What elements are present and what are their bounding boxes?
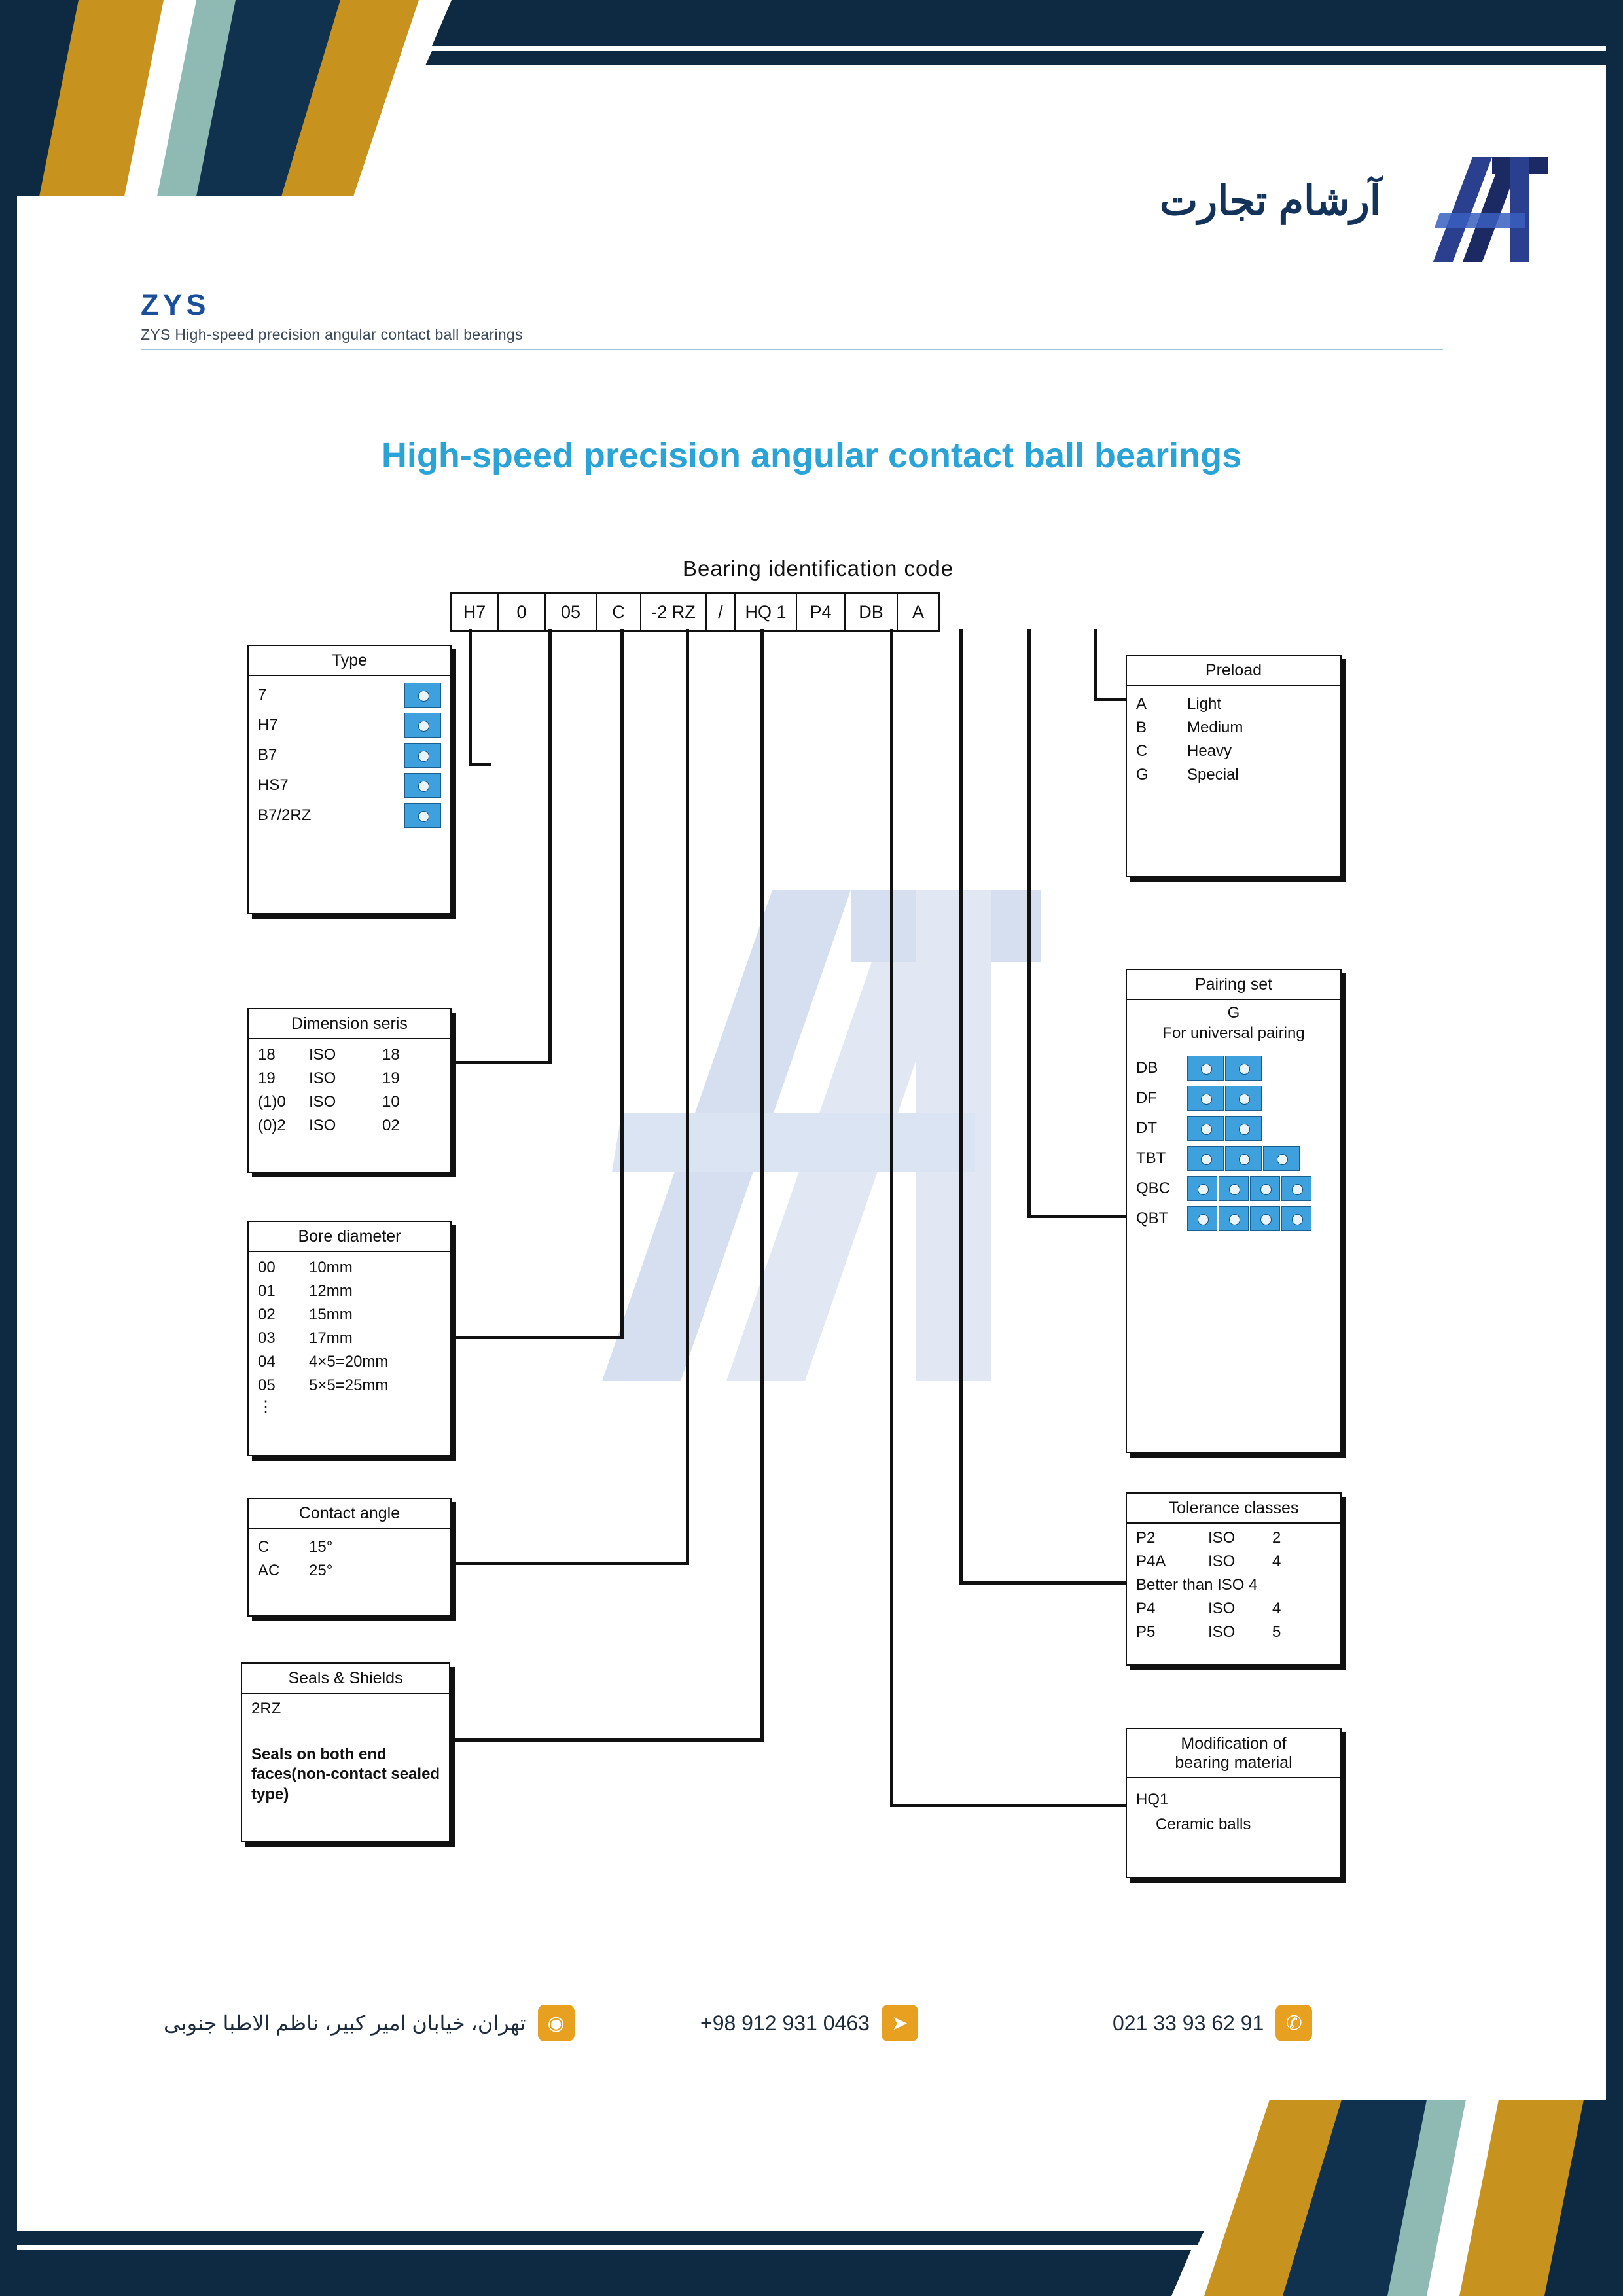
ds-code: 19: [258, 1069, 276, 1087]
angle-val: 15°: [309, 1538, 333, 1556]
connector-pairing-h: [1027, 1215, 1126, 1218]
footer-contact-bar: [0, 1986, 1623, 2065]
bearing-thumb-icon: [404, 713, 441, 738]
angle-code: AC: [258, 1562, 280, 1579]
ds-val: 10: [382, 1093, 400, 1111]
diagram-title: Bearing identification code: [682, 556, 954, 581]
angle-code: C: [258, 1538, 270, 1556]
material-box-title-line2: bearing material: [1127, 1753, 1340, 1778]
type-code: B7: [258, 746, 277, 764]
tol-code: P5: [1136, 1623, 1156, 1641]
connector-tolerance-h: [959, 1581, 1126, 1585]
bore-code: 00: [258, 1259, 276, 1276]
zys-brand-block: [141, 288, 1450, 350]
bore-val: 4×5=20mm: [309, 1353, 389, 1371]
preload-val: Light: [1187, 695, 1222, 713]
connector-angle-v: [686, 629, 689, 1565]
material-val: Ceramic balls: [1156, 1815, 1251, 1833]
pairing-note-code: G: [1227, 1004, 1240, 1022]
page-title: High-speed precision angular contact ball bearings: [381, 436, 1242, 475]
connector-preload-h: [1094, 698, 1126, 701]
ds-val: 19: [382, 1069, 400, 1087]
bore-code: 02: [258, 1306, 276, 1323]
bore-val: 17mm: [309, 1329, 353, 1347]
bore-code: 03: [258, 1329, 276, 1347]
footer-phone-item: [1113, 2005, 1312, 2041]
phone-icon: ✆: [1275, 2005, 1312, 2041]
bore-val: 5×5=25mm: [309, 1376, 389, 1394]
connector-tolerance-v: [959, 629, 963, 1585]
pairing-code: QBT: [1136, 1210, 1169, 1228]
contact-angle-box-title: Contact angle: [249, 1499, 450, 1529]
type-row: [249, 740, 450, 770]
pairing-row: [1127, 1174, 1340, 1204]
bore-code: 05: [258, 1376, 276, 1394]
connector-dimension-v: [548, 629, 552, 1064]
bore-continuation: ⋮: [258, 1398, 274, 1416]
tol-std: ISO: [1208, 1600, 1236, 1617]
code-cell-bore-diameter: 05: [546, 594, 597, 630]
ds-std: ISO: [309, 1069, 336, 1087]
bore-row: [249, 1252, 450, 1280]
footer-address-item: [164, 2005, 575, 2041]
location-pin-icon: ◉: [538, 2005, 575, 2041]
angle-row: [249, 1559, 450, 1583]
connector-seals-h: [453, 1738, 764, 1742]
dimension-series-box: [247, 1008, 452, 1173]
preload-row: [1127, 686, 1340, 716]
connector-pairing-v: [1027, 629, 1031, 1218]
type-box: [247, 645, 452, 914]
bore-row: [249, 1327, 450, 1350]
tolerance-box-title: Tolerance classes: [1127, 1494, 1340, 1524]
tol-code: P2: [1136, 1529, 1156, 1547]
code-cell-preload: A: [912, 602, 924, 622]
bore-code: 01: [258, 1282, 276, 1300]
preload-box: [1126, 655, 1342, 877]
connector-type-v: [469, 629, 472, 766]
code-cell-contact-angle: C: [597, 594, 641, 630]
bore-row: [249, 1280, 450, 1303]
tol-val: 4: [1272, 1552, 1281, 1570]
material-box-title-line1: Modification of: [1181, 1734, 1287, 1753]
pairing-row: [1127, 1083, 1340, 1113]
pairing-thumb-icon: [1187, 1086, 1262, 1111]
tol-std: ISO: [1208, 1623, 1236, 1641]
type-code: H7: [258, 716, 278, 734]
pairing-code: DB: [1136, 1059, 1158, 1077]
pairing-set-box: [1126, 969, 1342, 1453]
seals-box-title: Seals & Shields: [242, 1664, 449, 1694]
code-cell-type: H7: [452, 594, 499, 630]
type-row: [249, 676, 450, 710]
pairing-code: TBT: [1136, 1149, 1166, 1168]
tol-val: 4: [1272, 1600, 1281, 1617]
ds-val: 02: [382, 1117, 400, 1134]
type-row: [249, 710, 450, 740]
preload-code: G: [1136, 766, 1149, 783]
connector-seals-v: [760, 629, 764, 1742]
bore-val: 10mm: [309, 1259, 353, 1276]
dimension-series-row: [249, 1067, 450, 1090]
identification-code-strip: [450, 592, 940, 632]
pairing-note-text: For universal pairing: [1162, 1024, 1305, 1042]
pairing-box-title: Pairing set: [1127, 970, 1340, 1000]
pairing-thumb-icon: [1187, 1146, 1300, 1171]
pairing-code: QBC: [1136, 1179, 1171, 1198]
pairing-code: DF: [1136, 1089, 1157, 1107]
bearing-thumb-icon: [404, 773, 441, 798]
ds-code: (1)0: [258, 1093, 286, 1111]
company-name: آرشام تجارت: [1159, 179, 1381, 224]
pairing-row: [1127, 1047, 1340, 1083]
pairing-thumb-icon: [1187, 1116, 1262, 1141]
connector-bore-v: [620, 629, 624, 1339]
pairing-row: [1127, 1113, 1340, 1143]
type-box-title: Type: [249, 646, 450, 676]
preload-row: [1127, 716, 1340, 740]
material-code: HQ1: [1136, 1791, 1169, 1808]
type-code: B7/2RZ: [258, 806, 312, 824]
code-cell-slash: /: [707, 594, 736, 630]
type-row: [249, 800, 450, 831]
code-cell-tolerance: P4: [797, 594, 846, 630]
bore-row: [249, 1350, 450, 1374]
dimension-series-box-title: Dimension seris: [249, 1009, 450, 1039]
seals-code: 2RZ: [251, 1700, 281, 1717]
tol-val: 2: [1272, 1529, 1281, 1547]
footer-decorative-banner: [0, 2100, 1623, 2296]
tol-code: Better than ISO 4: [1136, 1576, 1258, 1594]
tolerance-classes-box: [1126, 1492, 1342, 1666]
type-row: [249, 770, 450, 800]
tolerance-row: [1127, 1550, 1340, 1573]
tolerance-row: [1127, 1524, 1340, 1550]
material-modification-box: [1126, 1728, 1342, 1878]
connector-material-v: [890, 629, 893, 1807]
seals-shields-box: [241, 1662, 450, 1842]
dimension-series-row: [249, 1114, 450, 1138]
code-cell-material: HQ 1: [736, 594, 797, 630]
ds-val: 18: [382, 1046, 400, 1064]
ds-std: ISO: [309, 1093, 336, 1111]
pairing-row: [1127, 1143, 1340, 1174]
ds-code: 18: [258, 1046, 276, 1064]
connector-angle-h: [453, 1562, 689, 1565]
bore-row: [249, 1374, 450, 1397]
bore-code: 04: [258, 1353, 276, 1371]
connector-preload-v: [1094, 629, 1097, 701]
ds-std: ISO: [309, 1046, 336, 1064]
footer-address-text: تهران، خیابان امیر کبیر، ناظم الاطبا جنوبی: [164, 2011, 526, 2035]
angle-row: [249, 1529, 450, 1559]
angle-val: 25°: [309, 1562, 333, 1579]
pairing-code: DT: [1136, 1119, 1157, 1138]
preload-row: [1127, 740, 1340, 763]
tol-std: ISO: [1208, 1529, 1236, 1547]
preload-val: Heavy: [1187, 742, 1232, 760]
tol-code: P4A: [1136, 1552, 1166, 1570]
tolerance-row: [1127, 1621, 1340, 1644]
bore-diameter-box-title: Bore diameter: [249, 1222, 450, 1252]
bore-row: [249, 1303, 450, 1327]
footer-mobile-item: [700, 2005, 918, 2041]
dimension-series-row: [249, 1090, 450, 1114]
connector-material-h: [890, 1804, 1126, 1807]
code-cell-pairing: DB: [846, 594, 898, 630]
preload-code: C: [1136, 742, 1148, 760]
pairing-thumb-icon: [1187, 1206, 1311, 1231]
dimension-series-row: [249, 1039, 450, 1067]
contact-angle-box: [247, 1498, 452, 1617]
pairing-thumb-icon: [1187, 1056, 1262, 1081]
footer-phone-text: 021 33 93 62 91: [1113, 2011, 1264, 2035]
code-cell-seals: -2 RZ: [641, 594, 707, 630]
bearing-thumb-icon: [404, 803, 441, 828]
tol-code: P4: [1136, 1600, 1156, 1617]
pairing-thumb-icon: [1187, 1176, 1311, 1201]
tolerance-row: [1127, 1597, 1340, 1621]
preload-row: [1127, 763, 1340, 787]
connector-type-h: [469, 763, 491, 766]
tol-std: ISO: [1208, 1552, 1236, 1570]
preload-box-title: Preload: [1127, 656, 1340, 686]
company-logo-icon: [1427, 151, 1551, 268]
cursor-icon: ➤: [882, 2005, 918, 2041]
zys-logo: ZYS: [141, 288, 210, 321]
bore-val: 12mm: [309, 1282, 353, 1300]
preload-val: Medium: [1187, 719, 1243, 736]
bearing-thumb-icon: [404, 743, 441, 768]
type-code: 7: [258, 686, 267, 704]
seals-description: Seals on both end faces(non-contact sealed type): [251, 1745, 440, 1804]
connector-dimension-h: [453, 1061, 552, 1064]
preload-code: B: [1136, 719, 1147, 736]
type-code: HS7: [258, 776, 289, 794]
tol-val: 5: [1272, 1623, 1281, 1641]
ds-std: ISO: [309, 1117, 336, 1134]
tolerance-row: [1127, 1573, 1340, 1597]
ds-code: (0)2: [258, 1117, 286, 1134]
bore-diameter-box: [247, 1221, 452, 1456]
pairing-row: [1127, 1204, 1340, 1234]
connector-bore-h: [453, 1336, 624, 1339]
preload-code: A: [1136, 695, 1147, 713]
bearing-thumb-icon: [404, 683, 441, 708]
preload-val: Special: [1187, 766, 1239, 783]
code-cell-dimension-series: 0: [499, 594, 546, 630]
footer-mobile-text: +98 912 931 0463: [700, 2011, 870, 2035]
header-divider: [141, 349, 1443, 350]
zys-subtitle: ZYS High-speed precision angular contact ball bearings: [141, 326, 523, 343]
bore-val: 15mm: [309, 1306, 353, 1323]
header-decorative-banner: [0, 0, 1623, 196]
